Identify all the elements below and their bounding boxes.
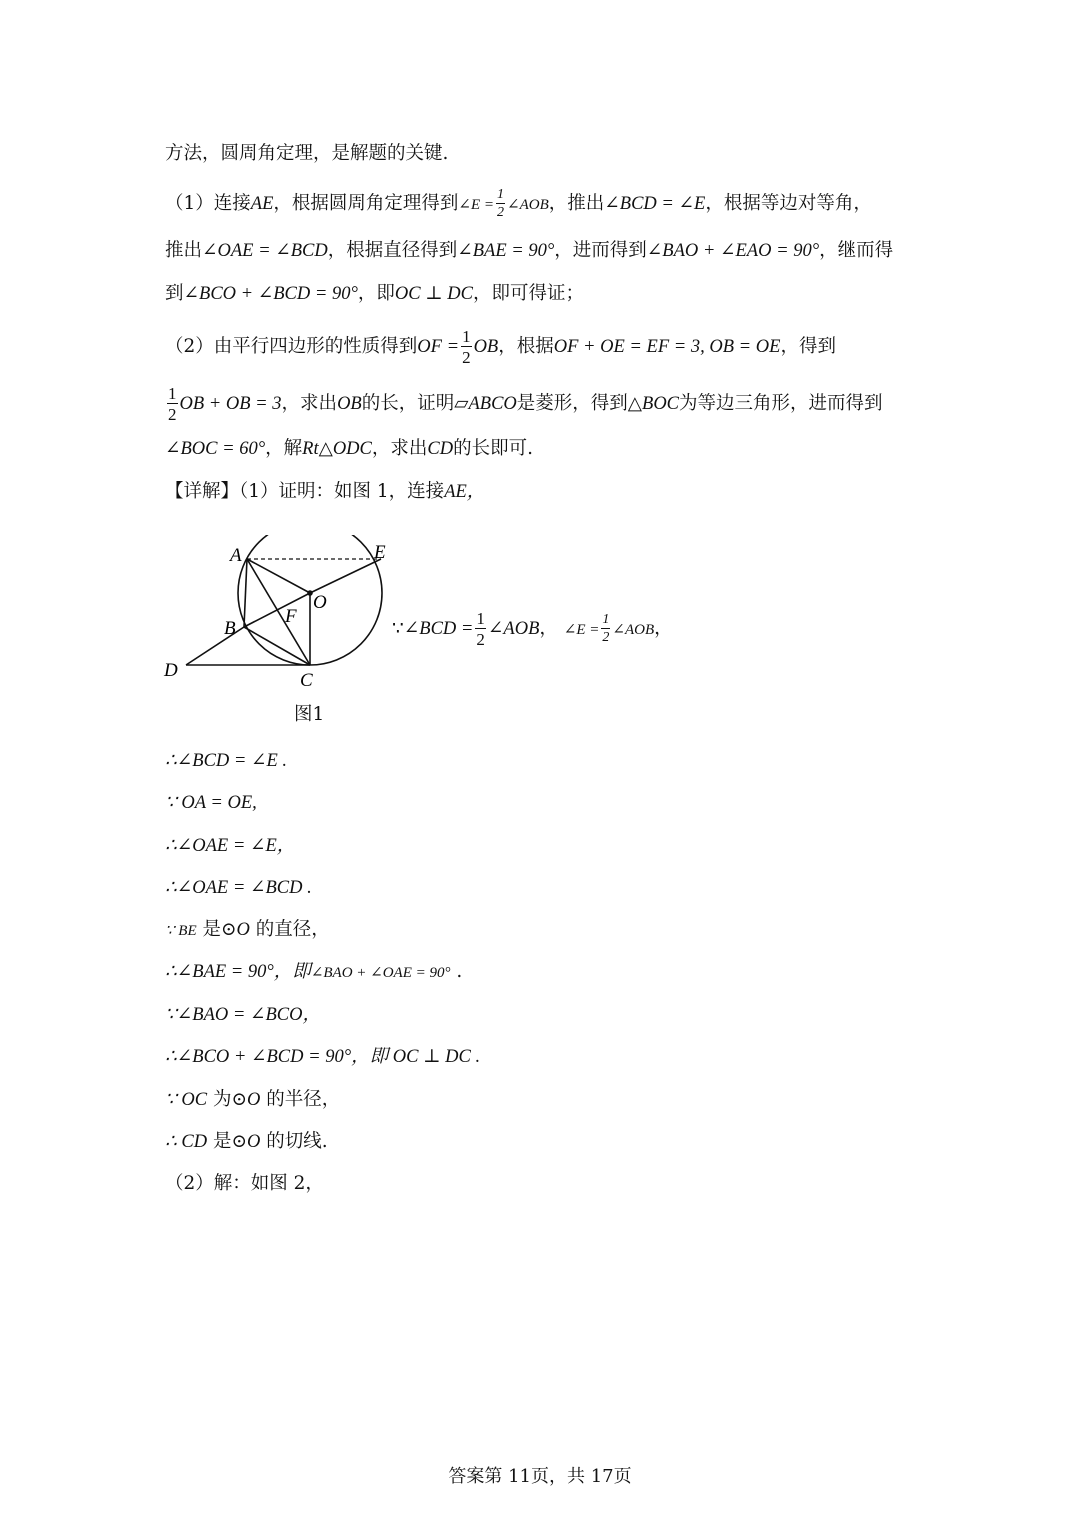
segment-bo bbox=[244, 593, 310, 627]
proof-line-3: ∴∠OAE = ∠E， bbox=[165, 836, 296, 856]
segment-oe bbox=[310, 559, 381, 593]
text-line-1: 方法，圆周角定理，是解题的关键. bbox=[165, 143, 449, 164]
text-line-3: 推出∠OAE = ∠BCD，根据直径得到∠BAE = 90°，进而得到∠BAO + ∠EAO = 90°，继而得 bbox=[165, 240, 894, 261]
text-line-7: ∠BOC = 60°，解Rt△ODC，求出CD的长即可. bbox=[165, 438, 533, 459]
fraction-half: $\frac{1}{2}$ bbox=[462, 327, 471, 367]
proof-line-7: ∵∠BAO = ∠BCO， bbox=[165, 1005, 321, 1025]
fraction-half: $\frac{1}{2}$ bbox=[168, 384, 177, 424]
fraction-half: $\frac{1}{2}$ bbox=[476, 609, 485, 649]
proof-line-5: ∵ BE 是⊙O 的直径， bbox=[165, 919, 330, 940]
proof-line-2: ∵ OA = OE, bbox=[165, 793, 257, 813]
text-line-5: （2）由平行四边形的性质得到OF = $\frac{1}{2}$ OB，根据OF + OE = EF = 3, OB = OE，得到 bbox=[165, 327, 836, 367]
proof-line-9: ∵ OC 为⊙O 的半径， bbox=[165, 1089, 341, 1110]
proof-line-10: ∴ CD 是⊙O 的切线. bbox=[165, 1131, 328, 1152]
proof-line-1: ∴∠BCD = ∠E . bbox=[165, 751, 288, 771]
label-a: A bbox=[230, 545, 242, 566]
text-line-2: （1）连接AE，根据圆周角定理得到∠E = $\frac{1}{2}$ ∠AOB，推出∠BCD = ∠E，根据等边对等角， bbox=[165, 187, 872, 220]
figure-caption: 图1 bbox=[294, 704, 325, 725]
label-e: E bbox=[374, 542, 386, 563]
label-o: O bbox=[313, 592, 327, 613]
figure-statement: ∵∠BCD = $\frac{1}{2}$ ∠AOB， ∠E = $\frac{1}{2}$ ∠AOB， bbox=[392, 609, 673, 649]
label-c: C bbox=[300, 670, 313, 691]
segment-bc bbox=[244, 627, 310, 665]
text-line-8: 【详解】（1）证明：如图 1，连接AE， bbox=[165, 481, 486, 502]
proof-line-11: （2）解：如图 2， bbox=[165, 1173, 324, 1194]
proof-line-8: ∴∠BCO + ∠BCD = 90°，即 OC ⊥ DC . bbox=[165, 1047, 481, 1067]
proof-line-6: ∴∠BAE = 90°，即∠BAO + ∠OAE = 90° . bbox=[165, 961, 463, 982]
label-b: B bbox=[224, 618, 236, 639]
label-d: D bbox=[164, 660, 178, 681]
segment-ab bbox=[244, 559, 247, 627]
segment-ac bbox=[247, 559, 310, 665]
page-footer: 答案第 11页，共 17页 bbox=[448, 1466, 632, 1487]
label-f: F bbox=[285, 606, 297, 627]
fraction-half: $\frac{1}{2}$ bbox=[497, 187, 505, 220]
proof-line-4: ∴∠OAE = ∠BCD . bbox=[165, 878, 312, 898]
geometry-figure-1 bbox=[160, 535, 400, 695]
fraction-half: $\frac{1}{2}$ bbox=[602, 612, 610, 645]
center-point-o bbox=[307, 590, 313, 596]
text-line-4: 到∠BCO + ∠BCD = 90°，即OC ⊥ DC，即可得证； bbox=[165, 283, 584, 304]
text-line-6: $\frac{1}{2}$ OB + OB = 3，求出OB的长，证明▱ABCO是菱形，得到△BOC为等边三角形，进而得到 bbox=[168, 384, 883, 424]
